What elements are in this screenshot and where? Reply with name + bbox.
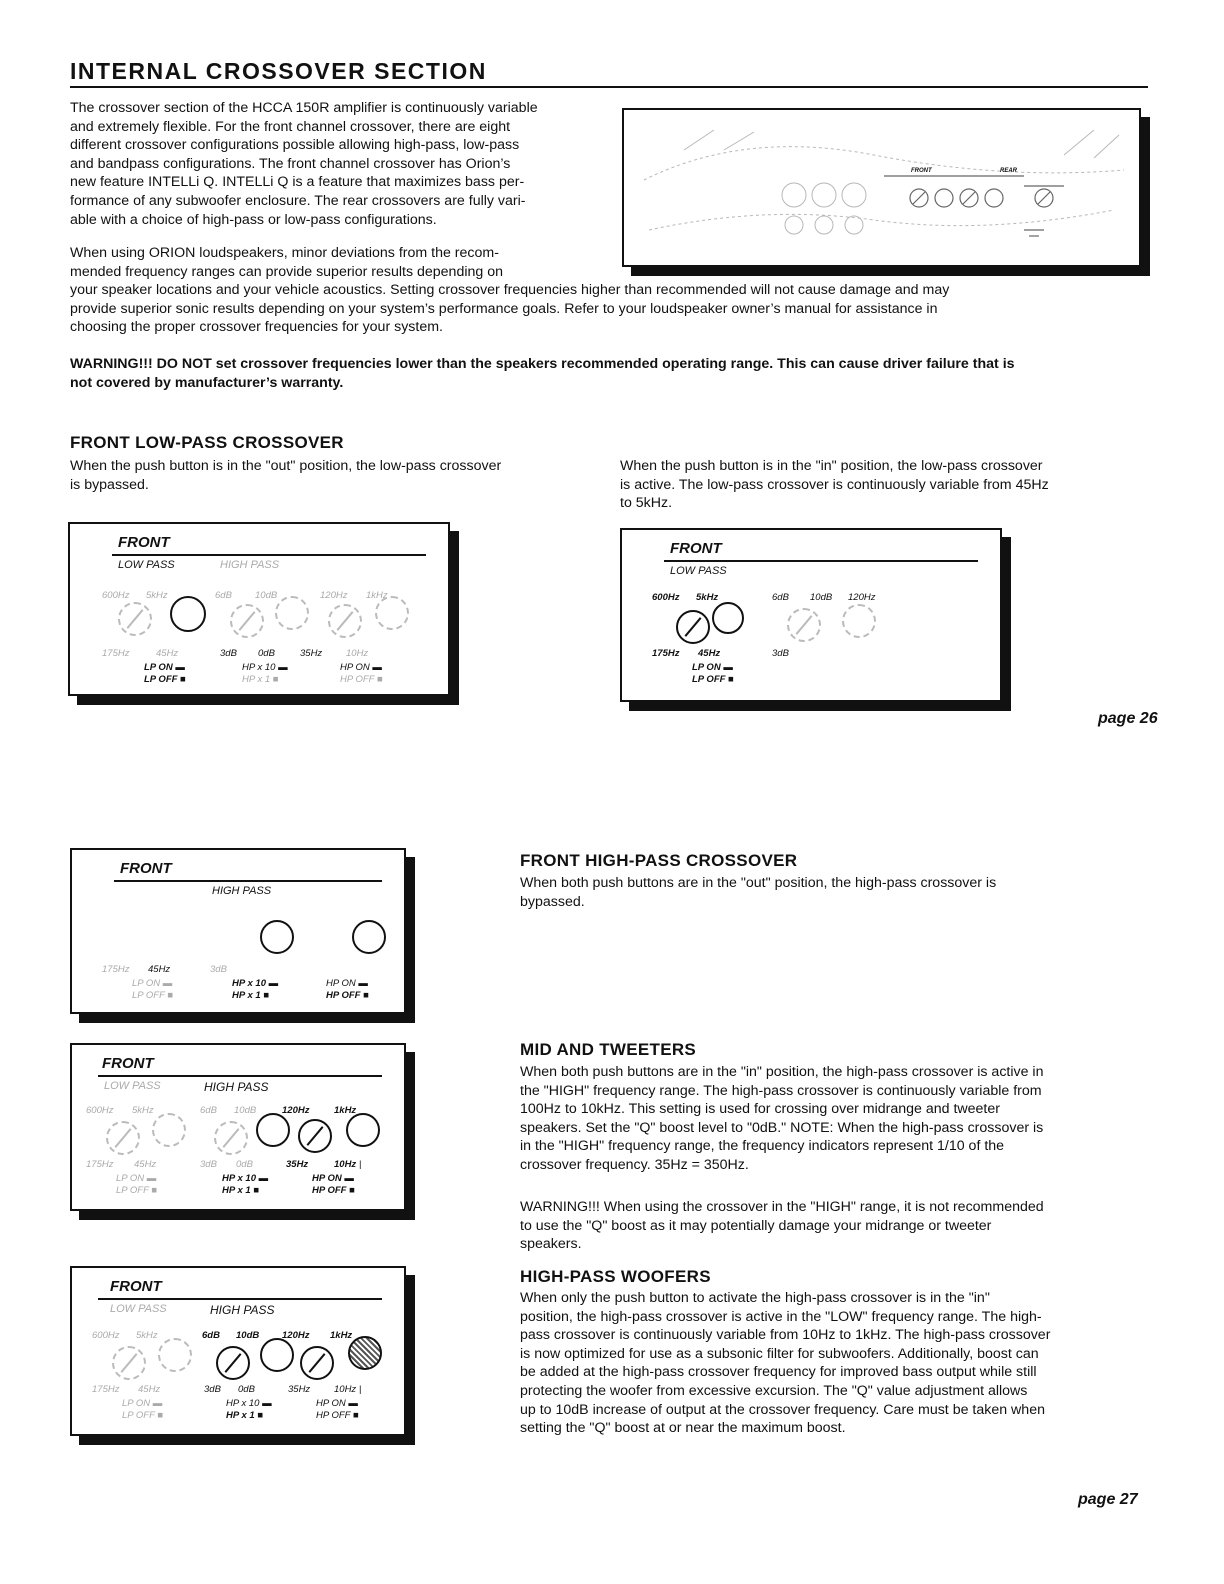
front-high-pass-text xyxy=(520,874,1150,911)
label-6db: 6dB xyxy=(772,592,789,603)
label-5khz: 5kHz xyxy=(146,590,168,601)
lp-frequency-knob xyxy=(676,610,710,644)
text-line: is now optimized for use as a subsonic filter for subwoofers. Additionally, boost can xyxy=(520,1345,1039,1362)
hp-off-label: HP OFF ■ xyxy=(316,1410,359,1421)
panel-high-pass-label: HIGH PASS xyxy=(212,885,272,897)
warning-line: WARNING!!! DO NOT set crossover frequencies lower than the speakers recommended operating range. This can cause driver failure that is xyxy=(70,356,1015,372)
label-175hz: 175Hz xyxy=(92,1384,120,1395)
lp-frequency-knob xyxy=(118,602,152,636)
hp-on-label: HP ON ▬ xyxy=(316,1398,358,1409)
lp-on-label: LP ON ▬ xyxy=(116,1173,157,1184)
label-120hz: 120Hz xyxy=(848,592,876,603)
text-line: new feature INTELLi Q. INTELLi Q is a feature that maximizes bass per- xyxy=(70,174,525,191)
hp-frequency-knob xyxy=(298,1119,332,1153)
panel-front-label: FRONT xyxy=(120,860,172,877)
label-45hz: 45Hz xyxy=(698,648,721,659)
lp-push-button xyxy=(170,596,206,632)
panel-low-pass-label: LOW PASS xyxy=(110,1303,167,1315)
label-0db: 0dB xyxy=(236,1159,253,1170)
text-line: bypassed. xyxy=(520,893,585,910)
text-line: WARNING!!! When using the crossover in the "HIGH" range, it is not recommended xyxy=(520,1199,1044,1215)
text-line: The crossover section of the HCCA 150R amplifier is continuously variable xyxy=(70,100,538,116)
text-line: is active. The low-pass crossover is continuously variable from 45Hz xyxy=(620,476,1049,493)
mid-tweeters-heading: MID AND TWEETERS xyxy=(520,1040,697,1059)
text-line: When the push button is in the "in" position, the low-pass crossover xyxy=(620,458,1043,474)
text-line: in the "HIGH" frequency range, the frequency indicators represent 1/10 of the xyxy=(520,1138,1005,1155)
text-line: to use the "Q" boost as it may potentially damage your midrange or tweeter xyxy=(520,1217,992,1234)
panel-high-pass-label: HIGH PASS xyxy=(204,1080,269,1094)
text-line: able with a choice of high-pass or low-pass configurations. xyxy=(70,211,437,228)
hp-push-button xyxy=(352,920,386,954)
text-line: When only the push button to activate the high-pass crossover is in the "in" xyxy=(520,1290,990,1306)
panel-rule xyxy=(664,560,978,562)
label-3db: 3dB xyxy=(772,648,789,659)
hp-x10-label: HP x 10 ▬ xyxy=(226,1398,272,1409)
label-3db: 3dB xyxy=(200,1159,217,1170)
intro-paragraph-2 xyxy=(70,244,1150,337)
page-title: INTERNAL CROSSOVER SECTION xyxy=(70,58,1148,88)
hp-off-label: HP OFF ■ xyxy=(326,990,369,1001)
panel-lp-active xyxy=(620,528,1002,702)
text-line: choosing the proper crossover frequencies for your system. xyxy=(70,319,443,336)
hp-range-button xyxy=(260,1338,294,1372)
label-0db: 0dB xyxy=(238,1384,255,1395)
lp-frequency-knob xyxy=(106,1121,140,1155)
lp-off-label: LP OFF ■ xyxy=(692,674,734,685)
lp-on-label: LP ON ▬ xyxy=(692,662,733,673)
hp-off-label: HP OFF ■ xyxy=(312,1185,355,1196)
panel-front-label: FRONT xyxy=(102,1055,154,1072)
text-line: and bandpass configurations. The front channel crossover has Orion’s xyxy=(70,155,511,172)
hp-range-button xyxy=(275,596,309,630)
label-10hz: 10Hz | xyxy=(334,1384,362,1395)
label-10db: 10dB xyxy=(255,590,278,601)
text-line: When using ORION loudspeakers, minor deviations from the recom- xyxy=(70,245,499,261)
label-10hz: 10Hz | xyxy=(334,1159,362,1170)
label-1khz: 1kHz xyxy=(330,1330,353,1341)
hp-push-button xyxy=(375,596,409,630)
hp-x10-label: HP x 10 ▬ xyxy=(222,1173,269,1184)
label-600hz: 600Hz xyxy=(102,590,130,601)
label-45hz: 45Hz xyxy=(156,648,179,659)
label-175hz: 175Hz xyxy=(86,1159,114,1170)
label-175hz: 175Hz xyxy=(102,648,130,659)
text-line: 100Hz to 10kHz. This setting is used for crossing over midrange and tweeter xyxy=(520,1101,1000,1118)
hp-x1-label: HP x 1 ■ xyxy=(232,990,270,1001)
hp-range-button xyxy=(260,920,294,954)
panel-rule xyxy=(114,880,382,882)
text-line: your speaker locations and your vehicle acoustics. Setting crossover frequencies higher than recommended will not cause damage and may xyxy=(70,282,950,299)
label-35hz: 35Hz xyxy=(288,1384,311,1395)
front-low-pass-left-text xyxy=(70,457,610,494)
label-45hz: 45Hz xyxy=(138,1384,161,1395)
lp-on-label: LP ON ▬ xyxy=(132,978,173,989)
panel-low-pass-label: LOW PASS xyxy=(118,559,175,571)
q-boost-knob xyxy=(214,1121,248,1155)
hp-frequency-knob xyxy=(300,1346,334,1380)
hp-x10-label: HP x 10 ▬ xyxy=(232,978,279,989)
text-line: and extremely flexible. For the front channel crossover, there are eight xyxy=(70,118,511,135)
text-line: formance of any subwoofer enclosure. The rear crossovers are fully vari- xyxy=(70,192,526,209)
text-line: provide superior sonic results depending on your system’s performance goals. Refer to your loudspeaker owner’s manual for assistance in xyxy=(70,300,938,317)
lp-off-label: LP OFF ■ xyxy=(144,674,186,685)
label-3db: 3dB xyxy=(210,964,227,975)
lp-push-button xyxy=(158,1338,192,1372)
text-line: crossover frequency. 35Hz = 350Hz. xyxy=(520,1156,749,1173)
label-120hz: 120Hz xyxy=(282,1330,310,1341)
hp-on-label: HP ON ▬ xyxy=(312,1173,354,1184)
label-5khz: 5kHz xyxy=(696,592,719,603)
lp-off-label: LP OFF ■ xyxy=(122,1410,164,1421)
amp-rear-label: REAR xyxy=(1000,168,1018,174)
amplifier-sketch xyxy=(624,110,1139,265)
lp-on-label: LP ON ▬ xyxy=(144,662,185,673)
text-line: be added at the high-pass crossover frequency for improved bass output while still xyxy=(520,1364,1037,1381)
front-low-pass-right-text xyxy=(620,457,1150,513)
panel-rule xyxy=(98,1075,382,1077)
label-175hz: 175Hz xyxy=(652,648,680,659)
lp-off-label: LP OFF ■ xyxy=(132,990,174,1001)
text-line: the "HIGH" frequency range. The high-pass crossover is continuously variable from xyxy=(520,1082,1042,1099)
hp-x1-label: HP x 1 ■ xyxy=(226,1410,264,1421)
hp-x1-label: HP x 1 ■ xyxy=(222,1185,260,1196)
text-line: speakers. xyxy=(520,1236,582,1253)
label-10db: 10dB xyxy=(810,592,833,603)
label-10db: 10dB xyxy=(236,1330,260,1341)
panel-front-label: FRONT xyxy=(118,534,170,551)
mid-tweeters-warning xyxy=(520,1198,1150,1254)
lp-push-button xyxy=(152,1113,186,1147)
text-line: is bypassed. xyxy=(70,476,149,493)
hp-frequency-knob xyxy=(328,604,362,638)
label-600hz: 600Hz xyxy=(92,1330,120,1341)
panel-rule xyxy=(98,1298,382,1300)
text-line: position, the high-pass crossover is active in the "LOW" frequency range. The high- xyxy=(520,1308,1042,1325)
label-45hz: 45Hz xyxy=(148,964,171,975)
label-600hz: 600Hz xyxy=(86,1105,114,1116)
front-high-pass-heading: FRONT HIGH-PASS CROSSOVER xyxy=(520,851,798,870)
panel-front-label: FRONT xyxy=(670,540,722,557)
label-600hz: 600Hz xyxy=(652,592,680,603)
text-line: When both push buttons are in the "out" position, the high-pass crossover is xyxy=(520,875,997,891)
panel-lp-bypassed xyxy=(68,522,450,696)
text-line: to 5kHz. xyxy=(620,495,673,512)
label-3db: 3dB xyxy=(204,1384,221,1395)
label-5khz: 5kHz xyxy=(132,1105,154,1116)
front-low-pass-heading: FRONT LOW-PASS CROSSOVER xyxy=(70,433,344,452)
hp-push-button xyxy=(842,604,876,638)
panel-mid-tweeters xyxy=(70,1043,406,1211)
text-line: pass crossover is continuously variable from 10Hz to 1kHz. The high-pass crossover xyxy=(520,1327,1051,1344)
hp-x1-label: HP x 1 ■ xyxy=(242,674,279,685)
panel-high-pass-label: HIGH PASS xyxy=(210,1303,275,1317)
hp-push-button xyxy=(346,1113,380,1147)
text-line: When both push buttons are in the "in" position, the high-pass crossover is active in xyxy=(520,1064,1044,1080)
label-45hz: 45Hz xyxy=(134,1159,157,1170)
label-10hz: 10Hz xyxy=(346,648,369,659)
label-120hz: 120Hz xyxy=(282,1105,310,1116)
text-line: speakers. Set the "Q" boost level to "0dB." NOTE: When the high-pass crossover is xyxy=(520,1119,1044,1136)
text-line: different crossover configurations possible allowing high-pass, low-pass xyxy=(70,137,520,154)
text-line: setting the "Q" boost at or near the maximum boost. xyxy=(520,1420,846,1437)
panel-low-pass-label: LOW PASS xyxy=(104,1080,161,1092)
text-line: When the push button is in the "out" position, the low-pass crossover xyxy=(70,458,502,474)
hp-woofers-text xyxy=(520,1289,1150,1438)
label-1khz: 1kHz xyxy=(366,590,388,601)
panel-high-pass-label: HIGH PASS xyxy=(220,559,280,571)
label-10db: 10dB xyxy=(234,1105,257,1116)
q-boost-knob xyxy=(787,608,821,642)
text-line: up to 10dB increase of output at the crossover frequency. Care must be taken when xyxy=(520,1401,1045,1418)
label-3db: 3dB xyxy=(220,648,237,659)
text-line: mended frequency ranges can provide superior results depending on xyxy=(70,263,503,280)
page-number-27: page 27 xyxy=(1078,1491,1138,1508)
hp-range-button xyxy=(256,1113,290,1147)
hp-on-label: HP ON ▬ xyxy=(340,662,382,673)
hp-off-label: HP OFF ■ xyxy=(340,674,383,685)
panel-front-label: FRONT xyxy=(110,1278,162,1295)
label-120hz: 120Hz xyxy=(320,590,348,601)
label-6db: 6dB xyxy=(200,1105,217,1116)
panel-low-pass-label: LOW PASS xyxy=(670,565,727,577)
hp-woofers-heading: HIGH-PASS WOOFERS xyxy=(520,1267,711,1286)
label-1khz: 1kHz xyxy=(334,1105,357,1116)
lp-frequency-knob xyxy=(112,1346,146,1380)
label-35hz: 35Hz xyxy=(300,648,323,659)
hp-on-label: HP ON ▬ xyxy=(326,978,368,989)
page-number-26: page 26 xyxy=(1098,710,1158,727)
text-line: protecting the woofer from excessive excursion. The "Q" value adjustment allows xyxy=(520,1382,1028,1399)
warning-block xyxy=(70,355,1150,392)
q-boost-knob xyxy=(216,1346,250,1380)
warning-line: not covered by manufacturer’s warranty. xyxy=(70,374,344,391)
hp-push-button xyxy=(348,1336,382,1370)
panel-hp-woofers xyxy=(70,1266,406,1436)
label-6db: 6dB xyxy=(202,1330,220,1341)
panel-hp-bypassed xyxy=(70,848,406,1014)
label-5khz: 5kHz xyxy=(136,1330,158,1341)
mid-tweeters-text xyxy=(520,1063,1150,1175)
lp-on-label: LP ON ▬ xyxy=(122,1398,163,1409)
lp-push-button xyxy=(712,602,744,634)
panel-rule xyxy=(112,554,426,556)
label-6db: 6dB xyxy=(215,590,232,601)
label-175hz: 175Hz xyxy=(102,964,130,975)
intro-paragraph-1 xyxy=(70,99,610,229)
q-boost-knob xyxy=(230,604,264,638)
hp-x10-label: HP x 10 ▬ xyxy=(242,662,288,673)
label-0db: 0dB xyxy=(258,648,275,659)
label-35hz: 35Hz xyxy=(286,1159,309,1170)
amp-front-label: FRONT xyxy=(911,168,932,174)
lp-off-label: LP OFF ■ xyxy=(116,1185,158,1196)
